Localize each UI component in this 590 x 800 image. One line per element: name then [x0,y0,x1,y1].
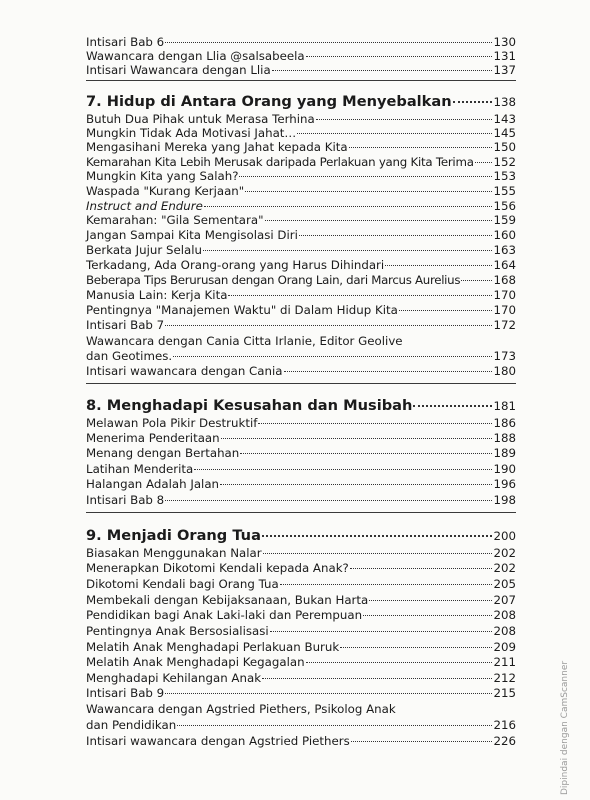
toc-entry-page: 205 [493,577,516,591]
toc-entry-page: 170 [493,288,516,302]
toc-entry [86,140,516,154]
toc-entry-title: Mungkin Tidak Ada Motivasi Jahat… [86,126,297,140]
toc-entry-page: 189 [493,446,516,460]
toc-entry [86,416,516,430]
toc-entry-title: Intisari wawancara dengan Agstried Piethers [86,734,350,748]
leader-dots [270,630,493,632]
leader-dots [194,468,492,470]
toc-entry-title: dan Geotimes. [86,349,173,363]
toc-entry-title: Latihan Menderita [86,462,194,476]
toc-entry-title-line1: Wawancara dengan Cania Citta Irlanie, Editor Geolive [86,334,403,348]
toc-entry [86,318,516,332]
toc-entry-title: Pentingnya "Manajemen Waktu" di Dalam Hidup Kita [86,303,398,317]
leader-dots [272,69,493,71]
leader-dots [461,279,492,281]
toc-entry [86,213,516,227]
leader-dots [413,404,492,407]
toc-entry-page: 160 [493,228,516,242]
toc-entry [86,431,516,445]
chapter-heading [86,527,516,545]
toc-entry [86,593,516,607]
leader-dots [177,724,492,726]
toc-entry-page: 215 [493,686,516,700]
toc-entry-page: 168 [493,273,516,287]
leader-dots [306,661,493,663]
toc-entry-page: 156 [493,199,516,213]
toc-entry [86,364,516,378]
toc-entry-page: 170 [493,303,516,317]
toc-entry-title: Beberapa Tips Berurusan dengan Orang Lain, dari Marcus Aurelius [86,273,461,287]
toc-entry-title: Intisari Bab 8 [86,493,165,507]
toc-entry [86,640,516,654]
toc-entry [86,288,516,302]
toc-entry-page: 226 [493,734,516,748]
toc-entry-page: 164 [493,258,516,272]
toc-entry-title: Biasakan Menggunakan Nalar [86,546,262,560]
toc-entry-page: 211 [493,655,516,669]
leader-dots [165,41,492,43]
toc-entry [86,126,516,140]
toc-entry [86,577,516,591]
toc-entry [86,446,516,460]
leader-dots [385,264,492,266]
toc-entry [86,493,516,507]
toc-entry [86,655,516,669]
leader-dots [284,370,493,372]
toc-entry [86,273,516,287]
toc-entry-page: 172 [493,318,516,332]
toc-entry-title: Menghadapi Kehilangan Anak [86,671,262,685]
toc-entry-title: Pendidikan bagi Anak Laki-laki dan Perempuan [86,608,363,622]
leader-dots [363,614,492,616]
toc-entry [86,169,516,183]
chapter-page: 181 [493,399,516,413]
toc-entry [86,155,516,169]
toc-entry-page: 163 [493,243,516,257]
toc-entry [86,258,516,272]
toc-entry [86,734,516,748]
toc-entry-title: Menerima Penderitaan [86,431,220,445]
toc-entry [86,228,516,242]
toc-entry-title: Pentingnya Anak Bersosialisasi [86,624,269,638]
leader-dots [239,175,492,177]
toc-entry [86,671,516,685]
toc-entry-title: Intisari Bab 6 [86,35,165,49]
leader-dots [340,646,492,648]
section-divider [86,512,516,513]
toc-entry [86,35,516,49]
toc-entry-title-line1: Wawancara dengan Agstried Piethers, Psikolog Anak [86,702,396,716]
toc-entry-title: Dikotomi Kendali bagi Orang Tua [86,577,279,591]
toc-entry [86,243,516,257]
toc-entry-title: Menang dengan Bertahan [86,446,240,460]
toc-entry-page: 188 [493,431,516,445]
toc-entry-page: 137 [493,63,516,77]
leader-dots [258,422,492,424]
toc-entry-page: 190 [493,462,516,476]
toc-entry-title: Berkata Jujur Selalu [86,243,202,257]
chapter-page: 200 [493,529,516,543]
leader-dots [263,552,493,554]
toc-entry [86,184,516,198]
toc-entry-title: Intisari Wawancara dengan Llia [86,63,271,77]
toc-entry-page: 186 [493,416,516,430]
leader-dots [165,692,492,694]
leader-dots [297,132,492,134]
leader-dots [165,324,492,326]
toc-entry [86,561,516,575]
toc-entry-page: 196 [493,477,516,491]
toc-entry-title: Halangan Adalah Jalan [86,477,220,491]
toc-entry-title: Instruct and Endure [86,199,203,213]
toc-entry-page: 180 [493,364,516,378]
toc-entry [86,608,516,622]
toc-entry-page: 208 [493,624,516,638]
chapter-title: 9. Menjadi Orang Tua [86,527,261,544]
leader-dots [240,452,492,454]
leader-dots [203,249,492,251]
toc-entry-page: 143 [493,112,516,126]
toc-entry-title: Butuh Dua Pihak untuk Merasa Terhina [86,112,315,126]
toc-entry-page: 155 [493,184,516,198]
section-divider [86,80,516,81]
toc-entry [86,349,516,363]
chapter-page: 138 [493,95,516,109]
toc-entry-title: Terkadang, Ada Orang-orang yang Harus Dihindari [86,258,385,272]
leader-dots [351,740,493,742]
chapter-title: 8. Menghadapi Kesusahan dan Musibah [86,397,413,414]
toc-entry-title: Melawan Pola Pikir Destruktif [86,416,258,430]
toc-entry [86,199,516,213]
toc-entry-page: 216 [493,718,516,732]
leader-dots [221,437,493,439]
toc-entry [86,112,516,126]
leader-dots [475,161,493,163]
leader-dots [350,567,493,569]
toc-entry-page: 131 [493,49,516,63]
toc-entry-page: 198 [493,493,516,507]
toc-entry-title: Mengasihani Mereka yang Jahat kepada Kita [86,140,348,154]
section-divider [86,383,516,384]
toc-entry [86,546,516,560]
leader-dots [262,677,492,679]
toc-entry-title: Intisari wawancara dengan Cania [86,364,283,378]
toc-entry [86,63,516,77]
toc-entry-page: 159 [493,213,516,227]
toc-entry-page: 209 [493,640,516,654]
leader-dots [453,100,493,103]
toc-entry-title: Kemarahan: "Gila Sementara" [86,213,264,227]
toc-entry-page: 202 [493,561,516,575]
leader-dots [173,355,492,357]
leader-dots [220,483,492,485]
leader-dots [228,294,492,296]
chapter-title: 7. Hidup di Antara Orang yang Menyebalkan [86,93,452,110]
toc-entry [86,462,516,476]
toc-entry-title: dan Pendidikan [86,718,177,732]
toc-entry-page: 150 [493,140,516,154]
toc-entry [86,718,516,732]
toc-entry-title: Intisari Bab 9 [86,686,165,700]
leader-dots [204,205,493,207]
leader-dots [399,309,493,311]
leader-dots [316,118,493,120]
toc-entry-page: 207 [493,593,516,607]
toc-entry-page: 212 [493,671,516,685]
toc-entry-title: Waspada "Kurang Kerjaan" [86,184,245,198]
toc-entry-page: 153 [493,169,516,183]
toc-entry-title: Jangan Sampai Kita Mengisolasi Diri [86,228,298,242]
toc-entry [86,303,516,317]
leader-dots [245,190,492,192]
toc-entry-page: 202 [493,546,516,560]
toc-entry-title: Melatih Anak Menghadapi Kegagalan [86,655,305,669]
toc-entry [86,49,516,63]
toc-entry-title: Melatih Anak Menghadapi Perlakuan Buruk [86,640,340,654]
toc-entry-page: 152 [493,155,516,169]
leader-dots [306,55,493,57]
leader-dots [349,146,493,148]
leader-dots [165,499,492,501]
chapter-heading [86,93,516,111]
toc-entry-title: Manusia Lain: Kerja Kita [86,288,228,302]
toc-entry [86,477,516,491]
toc-entry-title: Kemarahan Kita Lebih Merusak daripada Perlakuan yang Kita Terima [86,155,474,169]
leader-dots [369,599,492,601]
chapter-heading [86,397,516,415]
toc-entry-title: Intisari Bab 7 [86,318,165,332]
leader-dots [299,234,493,236]
toc-entry-title: Mungkin Kita yang Salah? [86,169,239,183]
toc-entry-title: Menerapkan Dikotomi Kendali kepada Anak? [86,561,349,575]
toc-entry-title: Wawancara dengan Llia @salsabeela [86,49,305,63]
toc-entry [86,624,516,638]
toc-entry [86,686,516,700]
toc-entry-page: 130 [493,35,516,49]
toc-entry-page: 173 [493,349,516,363]
leader-dots [280,583,493,585]
toc-entry-title: Membekali dengan Kebijaksanaan, Bukan Harta [86,593,369,607]
leader-dots [265,219,493,221]
scanner-watermark: Dipindai dengan CamScanner [560,660,570,795]
toc-entry-page: 145 [493,126,516,140]
leader-dots [262,534,493,537]
toc-entry-page: 208 [493,608,516,622]
